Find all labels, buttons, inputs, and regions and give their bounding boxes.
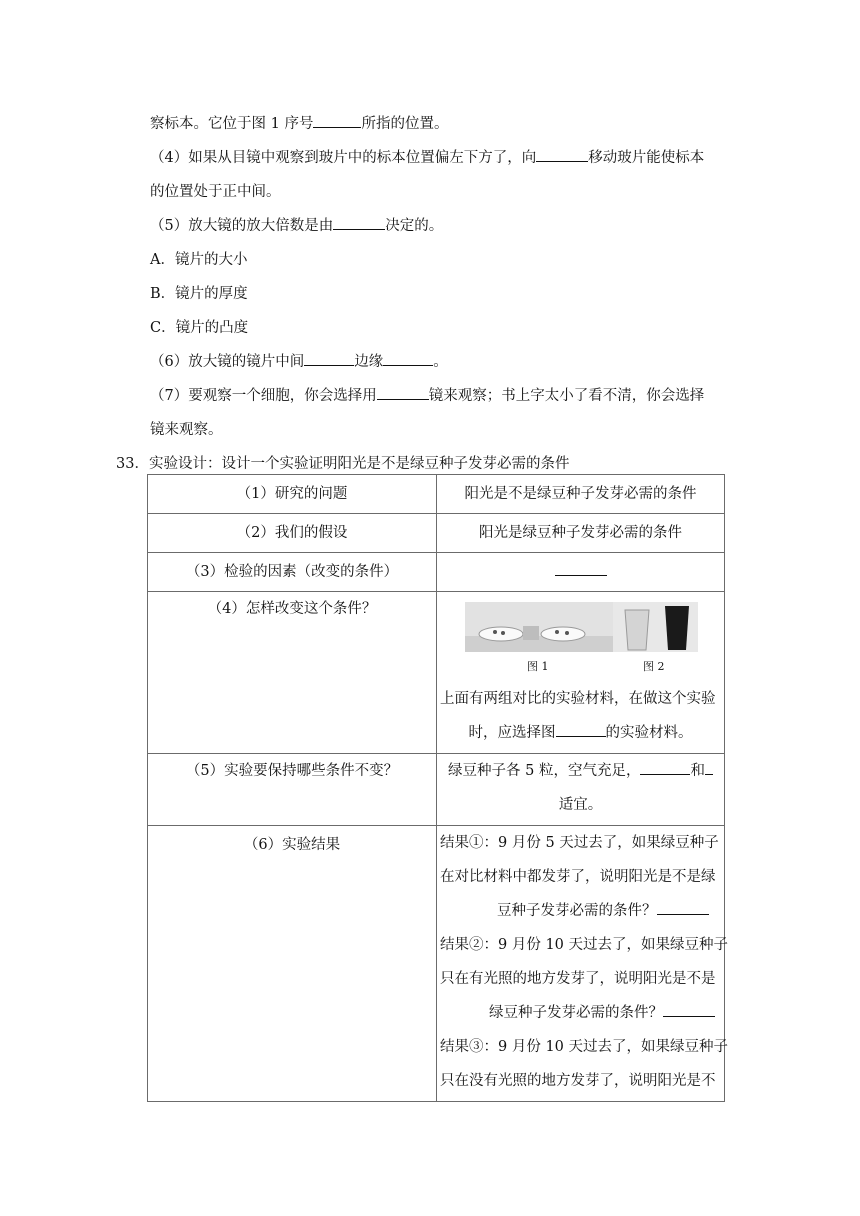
- line-text: （7）要观察一个细胞，你会选择用: [150, 388, 377, 404]
- table-row: [148, 475, 725, 514]
- cell-text: （3）检验的因素（改变的条件）: [185, 564, 399, 580]
- line-text: （4）如果从目镜中观察到玻片中的标本位置偏左下方了，向: [150, 150, 537, 166]
- line-q7: [150, 384, 704, 405]
- line-q4-cont: 的位置处于正中间。: [150, 184, 281, 200]
- option-c: C．镜片的凸度: [150, 320, 249, 336]
- table-row: [148, 514, 725, 553]
- table-row: [148, 553, 725, 592]
- line-q6: [150, 350, 448, 371]
- answer-blank[interactable]: [313, 113, 361, 129]
- answer-blank[interactable]: [663, 1002, 715, 1018]
- table-cell: [148, 754, 437, 826]
- answer-blank[interactable]: [555, 561, 607, 577]
- table-cell: [148, 592, 437, 754]
- cell-text: 阳光是绿豆种子发芽必需的条件: [479, 525, 682, 541]
- table-cell: [148, 514, 437, 553]
- cell-text: （2）我们的假设: [236, 525, 348, 541]
- line-text: 察标本。它位于图 1 序号: [150, 116, 314, 132]
- answer-blank[interactable]: [705, 760, 713, 776]
- line-text: 移动玻片能使标本: [588, 150, 705, 166]
- result-2-text: 只在有光照的地方发芽了，说明阳光是不是: [440, 971, 716, 987]
- cell-text: 绿豆种子各 5 粒，空气充足，: [448, 763, 641, 779]
- answer-blank[interactable]: [377, 385, 429, 401]
- result-1-text: 结果①：9 月份 5 天过去了，如果绿豆种子: [440, 835, 719, 851]
- table-cell: [437, 514, 725, 553]
- line-text: （6）放大镜的镜片中间: [150, 354, 305, 370]
- figure-2-photo: [613, 602, 698, 652]
- table-row: [148, 592, 725, 754]
- line-text: 边缘: [354, 354, 384, 370]
- line-text: 决定的。: [385, 218, 444, 234]
- answer-blank[interactable]: [657, 900, 709, 916]
- answer-blank[interactable]: [304, 351, 354, 367]
- option-b: B．镜片的厚度: [150, 286, 248, 302]
- answer-blank[interactable]: [640, 760, 690, 776]
- line-text: 。: [433, 354, 448, 370]
- table-cell: [148, 553, 437, 592]
- result-1-question: 豆种子发芽必需的条件？: [497, 903, 657, 919]
- figure-2-label: 图 2: [643, 660, 665, 673]
- answer-blank[interactable]: [333, 215, 385, 231]
- table-cell: [437, 754, 725, 826]
- line-text: （5）放大镜的放大倍数是由: [150, 218, 334, 234]
- line-text: 所指的位置。: [361, 116, 449, 132]
- cell-text: 时，应选择图: [468, 725, 556, 741]
- answer-blank[interactable]: [536, 147, 588, 163]
- line-q4: [150, 146, 704, 167]
- line-text: 镜来观察；书上字太小了看不清，你会选择: [428, 388, 705, 404]
- cell-text: 的实验材料。: [605, 725, 693, 741]
- table-row: [148, 754, 725, 826]
- option-a: A．镜片的大小: [150, 252, 248, 268]
- table-cell: [148, 826, 437, 1102]
- result-2-question: 绿豆种子发芽必需的条件？: [489, 1005, 663, 1021]
- line-q3-end: [150, 112, 448, 133]
- cell-text: （6）实验结果: [243, 837, 341, 853]
- experiment-table: [147, 474, 729, 1102]
- result-3-text: 只在没有光照的地方发芽了，说明阳光是不: [440, 1073, 716, 1089]
- answer-blank[interactable]: [383, 351, 433, 367]
- result-1-text: 在对比材料中都发芽了，说明阳光是不是绿: [440, 869, 716, 885]
- line-q5: [150, 214, 443, 235]
- line-q7-cont: 镜来观察。: [150, 422, 223, 438]
- cell-text: 阳光是不是绿豆种子发芽必需的条件: [464, 486, 697, 502]
- table-cell: [437, 826, 729, 1102]
- result-2-text: 结果②：9 月份 10 天过去了，如果绿豆种子: [440, 937, 729, 953]
- figure-1-label: 图 1: [527, 660, 549, 673]
- figure-1-photo: [465, 602, 613, 652]
- cell-text: 上面有两组对比的实验材料，在做这个实验: [440, 691, 716, 707]
- question-33-title: 33．实验设计：设计一个实验证明阳光是不是绿豆种子发芽必需的条件: [116, 456, 570, 472]
- cell-text: （5）实验要保持哪些条件不变？: [185, 763, 399, 779]
- table-row: [148, 826, 725, 1102]
- answer-blank[interactable]: [556, 722, 606, 738]
- table-cell: [437, 592, 725, 754]
- result-3-text: 结果③：9 月份 10 天过去了，如果绿豆种子: [440, 1039, 729, 1055]
- cell-text: （1）研究的问题: [236, 486, 348, 502]
- cell-text: （4）怎样改变这个条件？: [207, 601, 377, 617]
- experiment-figures: [437, 592, 724, 682]
- cell-text: 和: [690, 763, 705, 779]
- table-cell: [148, 475, 437, 514]
- cell-text: 适宜。: [558, 797, 603, 813]
- table-cell: [437, 553, 725, 592]
- table-cell: [437, 475, 725, 514]
